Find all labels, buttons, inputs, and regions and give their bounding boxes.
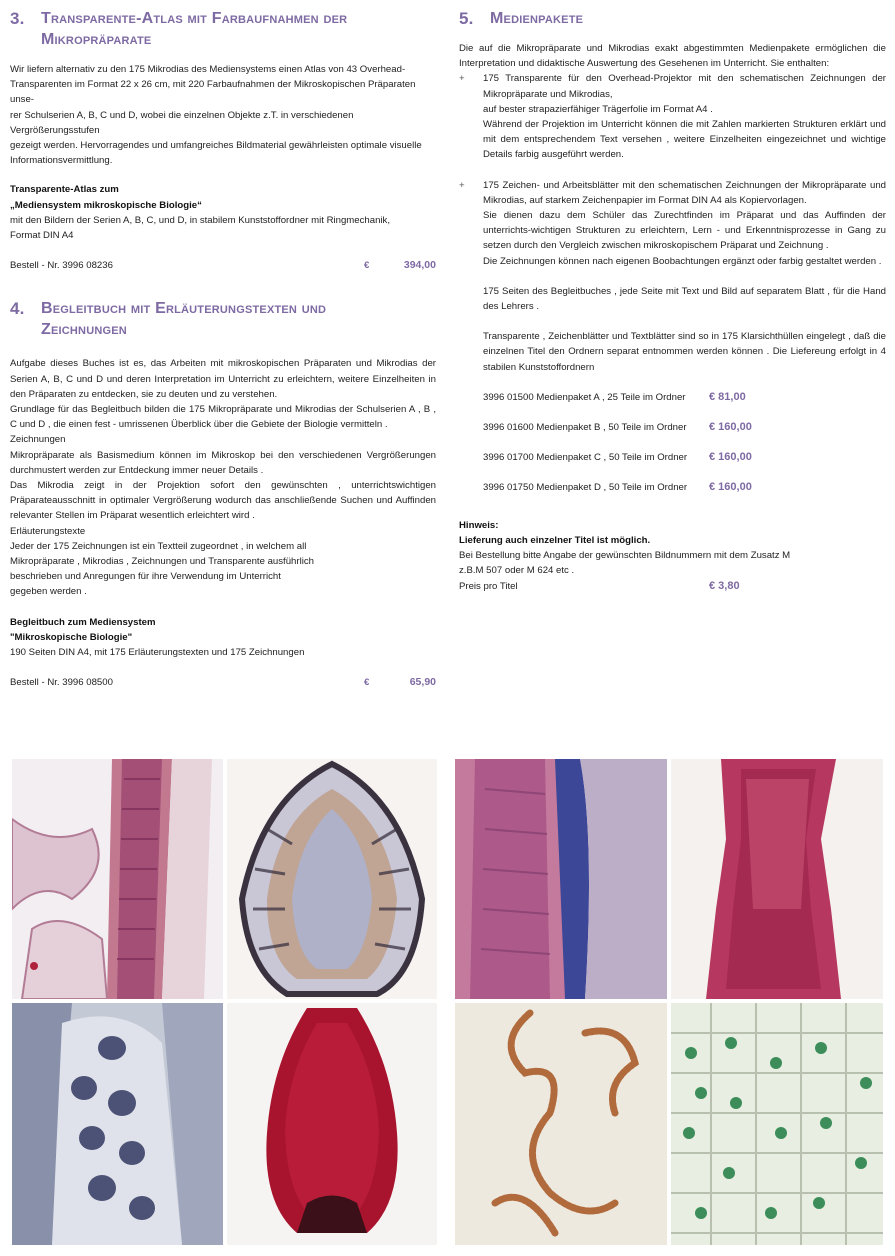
section-5-number: 5. <box>459 9 474 28</box>
book-order-row <box>10 675 436 690</box>
atlas-order-number: Bestell - Nr. 3996 08236 <box>10 260 113 272</box>
book-line: Jeder der 175 Zeichnungen ist ein Textteil zugeordnet , in welchem all <box>10 540 307 552</box>
package-row <box>459 390 886 420</box>
left-column <box>10 8 436 691</box>
book-subheading: Erläuterungstexte <box>10 525 86 537</box>
section-3-intro <box>10 62 436 168</box>
folders-para: Transparente , Zeichenblätter und Textblätter sind so in 175 Klarsichthüllen eingelegt , daß die einzelnen Titel den Ordnern separat entnommen werden können . Die Liefereung erfolgt in 4 stabilen Kunststoffordnern <box>483 331 886 373</box>
section-4-title-line1: Begleitbuch mit Erläuterungstexten und <box>41 300 327 318</box>
package-price: € 160,00 <box>709 420 752 433</box>
section-3-heading <box>10 8 436 50</box>
micrograph-epithelium <box>12 1003 223 1245</box>
hint-subtitle: Lieferung auch einzelner Titel ist möglich. <box>459 535 651 547</box>
book-price: 65,90 <box>409 676 436 689</box>
intro-line: Wir liefern alternativ zu den 175 Mikrodias des Mediensystems einen Atlas von 43 Overhead- <box>10 64 406 75</box>
section-4-number: 4. <box>10 299 25 319</box>
book-order-number: Bestell - Nr. 3996 08500 <box>10 677 113 689</box>
book-currency: € <box>364 677 370 689</box>
package-price: € 160,00 <box>709 480 752 493</box>
atlas-product-title-2: „Mediensystem mikroskopische Biologie“ <box>10 199 202 211</box>
intro-line: gezeigt werden. Hervorragendes und umfangreiches Bildmaterial gewährleisten optimale visuelle <box>10 140 422 152</box>
atlas-currency: € <box>364 260 370 272</box>
micrograph-intestine <box>455 759 667 999</box>
micrograph-anther <box>227 759 437 999</box>
atlas-price: 394,00 <box>403 259 436 272</box>
book-line: beschrieben und Anregungen für ihre Verwendung im Unterricht <box>10 571 281 583</box>
package-label: 3996 01600 Medienpaket B , 50 Teile im Ordner <box>483 421 687 433</box>
plus-bullet-icon: + <box>459 73 465 85</box>
book-product-title-2: "Mikroskopische Biologie" <box>10 631 133 643</box>
plus-bullet-icon: + <box>459 179 465 191</box>
package-price: € 81,00 <box>709 390 746 403</box>
atlas-product-desc: mit den Bildern der Serien A, B, C, und D, in stabilem Kunststoffordner mit Ringmechanik, <box>10 214 391 226</box>
section-4-heading <box>10 298 436 340</box>
atlas-product-title: Transparente-Atlas zum <box>10 184 119 196</box>
book-para: Mikropräparate als Basismedium können im Mikroskop bei den verschiedenen Vergrößerungen durchmustert werden zur Entdeckung immer neuer Details . <box>10 449 436 476</box>
worksheets-main: 175 Zeichen- und Arbeitsblätter mit den schematischen Zeichnungen der Mikropräparate und Mikrodias, auf starkem Zeichenpapier im Format DIN A4 als Kopiervorlagen. <box>483 179 886 206</box>
section-3-title-line1: Transparente-Atlas mit Farbaufnahmen der <box>41 10 348 27</box>
book-subheading: Zeichnungen <box>10 434 66 446</box>
transparencies-para: Während der Projektion im Unterricht können die mit Zahlen markierten Strukturen erklärt und mit dem entsprechendem Text versehen , weitere Einzelheiten eingezeichnet und wichtige Details farbig ausgeführt werden. <box>483 119 886 161</box>
intro-line: Informationsvermittlung. <box>10 155 113 167</box>
package-label: 3996 01750 Medienpaket D , 50 Teile im Ordner <box>483 481 688 493</box>
micrograph-red-organ <box>227 1003 437 1245</box>
package-label: 3996 01700 Medienpaket C , 50 Teile im Ordner <box>483 451 688 463</box>
right-column <box>459 8 886 594</box>
package-price: € 160,00 <box>709 450 752 463</box>
hint-price: € 3,80 <box>709 579 740 592</box>
media-item-transparencies <box>459 71 886 162</box>
section-3-title-line2: Mikropräparate <box>41 31 152 48</box>
micrograph-leaf-section <box>12 759 223 999</box>
micrograph-tapeworm <box>671 759 883 999</box>
book-line: Mikropräparate , Mikrodias , Zeichnungen und Transparente ausführlich <box>10 556 314 568</box>
media-item-worksheets <box>459 178 886 269</box>
worksheets-para1: Sie dienen dazu dem Schüler das Zurechtfinden im Präparat und das Auffinden der unterrichts-wichtigen Strukturen zu erleichtern, Lern - und Erkenntnisprozesse in Gang zu setzen durch den Vergleich zwischen mikroskopischem Präparat und Zeichnung . <box>483 210 886 252</box>
hint-title: Hinweis: <box>459 519 499 531</box>
transparencies-line2: auf bester strapazierfähiger Trägerfolie im Format A4 . <box>483 103 713 115</box>
book-product-desc: 190 Seiten DIN A4, mit 175 Erläuterungstexten und 175 Zeichnungen <box>10 647 305 659</box>
book-para-lines <box>10 539 436 600</box>
package-row <box>459 480 886 510</box>
micrograph-chromosomes <box>455 1003 667 1245</box>
book-para: Das Mikrodia zeigt in der Projektion sofort den gewünschten , unterrichtswichtigen Präparateausschnitt in optimaler Vergrößerung wodurch das anschließende Suchen und Auffinden relevanter Stellen im Präparat wesentlich erleichtert wird . <box>10 480 436 522</box>
media-intro: Die auf die Mikropräparate und Mikrodias exakt abgestimmten Medienpakete ermöglichen die Interpretation und didaktische Auswertung des Gesehenen im Unterricht. Sie enthalten: <box>459 43 886 70</box>
transparencies-main: 175 Transparente für den Overhead-Projektor mit den schematischen Zeichnungen der Mikropräparate und Mikrodias, <box>483 73 886 100</box>
intro-line: Transparenten im Format 22 x 26 cm, mit 220 Farbaufnahmen der Mikroskopischen Präparaten unse- <box>10 79 416 106</box>
book-pages-para: 175 Seiten des Begleitbuches , jede Seite mit Text und Bild auf separatem Blatt , für die Hand des Lehrers . <box>483 285 886 313</box>
atlas-product-format: Format DIN A4 <box>10 230 74 242</box>
book-product-title: Begleitbuch zum Mediensystem <box>10 616 156 628</box>
package-row <box>459 450 886 480</box>
section-5-title: Medienpakete <box>490 10 584 27</box>
book-para: Grundlage für das Begleitbuch bilden die 175 Mikropräparate und Mikrodias der Schulserien A , B , C und D , die einen fest - umrissenen Überblick über die Gebiete der Biologie vermitteln . <box>10 404 436 431</box>
section-3-number: 3. <box>10 9 25 28</box>
intro-line: rer Schulserien A, B, C und D, wobei die einzelnen Objekte z.T. in verschiedenen Vergrößerungsstufen <box>10 109 354 136</box>
book-line: gegeben werden . <box>10 586 87 598</box>
package-row <box>459 420 886 450</box>
micrograph-plant-cells <box>671 1003 883 1245</box>
package-label: 3996 01500 Medienpaket A , 25 Teile im Ordner <box>483 391 686 403</box>
hint-line: Bei Bestellung bitte Angabe der gewünschten Bildnummern mit dem Zusatz M <box>459 550 791 562</box>
book-para: Aufgabe dieses Buches ist es, das Arbeiten mit mikroskopischen Präparaten und Mikrodias der Serien A, B, C und D und deren Interpretation im Unterricht zu erleichtern, weitere Einzelheiten in den Präparaten zu entdecken, sie zu deuten und zu verstehen. <box>10 358 436 400</box>
worksheets-para2: Die Zeichnungen können nach eigenen Boobachtungen ergänzt oder farbig gestaltet werden . <box>483 255 882 267</box>
hint-price-label: Preis pro Titel <box>459 580 518 592</box>
section-5-heading <box>459 8 886 29</box>
atlas-order-row <box>10 258 436 273</box>
hint-line: z.B.M 507 oder M 624 etc . <box>459 565 575 577</box>
section-4-title-line2: Zeichnungen <box>41 321 127 339</box>
hint-price-row <box>459 579 886 594</box>
